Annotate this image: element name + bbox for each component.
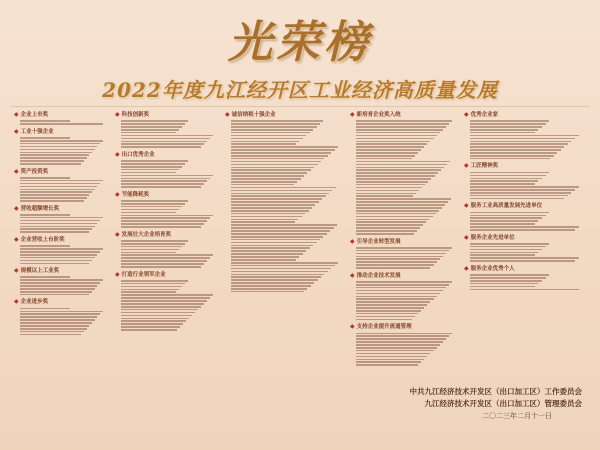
- award-category-label: 新培育企业奖入统: [356, 112, 401, 118]
- award-category-label: 营收超额增长奖: [20, 205, 60, 212]
- award-category: [14, 205, 110, 213]
- winner-entry: [115, 328, 220, 331]
- bullet-icon: ◆: [115, 150, 120, 158]
- winner-entry: [14, 332, 110, 335]
- winner-entry: [14, 230, 110, 233]
- bullet-icon: ◆: [14, 167, 19, 175]
- winner-entry: [464, 228, 588, 231]
- award-category: [464, 202, 588, 210]
- award-category: [464, 111, 588, 119]
- winner-entry: [14, 162, 110, 165]
- winner-entry: [350, 363, 458, 366]
- bullet-icon: ◆: [14, 127, 19, 135]
- bullet-icon: ◆: [464, 264, 469, 272]
- award-category: [350, 111, 458, 119]
- bullet-icon: ◆: [350, 237, 355, 245]
- bullet-icon: ◆: [115, 230, 120, 238]
- award-category: [14, 298, 110, 306]
- winner-entry: [14, 261, 110, 264]
- award-category: [115, 151, 220, 159]
- award-category-label: 引导企业转型发展: [356, 238, 401, 245]
- award-category-label: 推动企业技术发展: [356, 272, 401, 279]
- award-category-label: 优秀企业家: [470, 112, 499, 118]
- winner-entry: [115, 225, 220, 228]
- award-category-label: 服务企业优秀个人: [470, 265, 515, 272]
- award-category-label: 节能降耗奖: [121, 191, 150, 198]
- award-category-label: 出口优秀企业: [121, 151, 155, 158]
- award-column-5: [464, 108, 588, 290]
- issuer-party-committee: 中共九江经济技术开发区（出口加工区）工作委员会: [409, 387, 582, 396]
- award-column-3: [225, 108, 345, 292]
- winner-entry: [115, 185, 220, 188]
- award-category-label: 服务企业先进单位: [470, 234, 515, 241]
- award-category: [115, 191, 220, 199]
- winner-entry: [14, 293, 110, 296]
- award-category: [225, 111, 345, 119]
- bullet-icon: ◆: [14, 204, 19, 212]
- award-category: [464, 234, 588, 242]
- bullet-icon: ◆: [14, 298, 19, 306]
- award-category: [115, 111, 220, 119]
- winner-entry: [350, 232, 458, 235]
- bullet-icon: ◆: [115, 111, 120, 118]
- award-category: [14, 168, 110, 176]
- winner-entry: [464, 259, 588, 262]
- bullet-icon: ◆: [464, 162, 469, 170]
- winner-entry: [115, 145, 220, 148]
- bullet-icon: ◆: [464, 233, 469, 241]
- bullet-icon: ◆: [115, 270, 120, 278]
- winner-entry: [225, 290, 345, 293]
- bullet-icon: ◆: [115, 190, 120, 198]
- issue-date: 二〇二三年二月十一日: [482, 412, 552, 420]
- award-category-label: 企业营收上台阶奖: [20, 236, 65, 243]
- award-category-label: 工匠精神奖: [470, 163, 499, 170]
- award-category: [14, 111, 110, 119]
- issuer-block: [410, 386, 583, 422]
- award-category: [115, 231, 220, 239]
- poster-subtitle: 2022年度九江经开区工业经济高质量发展: [102, 78, 498, 102]
- winner-entry: [14, 199, 110, 202]
- award-category: [350, 272, 458, 280]
- award-category-label: 打造行业领军企业: [121, 271, 166, 278]
- winner-entry: [14, 122, 110, 125]
- award-category-label: 规模以上工业奖: [20, 268, 60, 275]
- award-category-label: 发展壮大企业培育奖: [121, 231, 172, 238]
- award-category: [464, 162, 588, 170]
- bullet-icon: ◆: [350, 323, 355, 331]
- award-category-label: 科技创新奖: [121, 112, 150, 118]
- winner-entry: [464, 157, 588, 160]
- award-category-label: 诚信纳税十强企业: [231, 112, 276, 118]
- award-category: [14, 128, 110, 136]
- bullet-icon: ◆: [14, 235, 19, 243]
- winner-entry: [464, 287, 588, 290]
- bullet-icon: ◆: [350, 271, 355, 279]
- award-category-label: 企业上市奖: [20, 112, 49, 118]
- issuer-management-committee: 九江经济技术开发区（出口加工区）管理委员会: [424, 399, 582, 408]
- winner-entry: [350, 317, 458, 320]
- bullet-icon: ◆: [464, 111, 469, 118]
- bullet-icon: ◆: [350, 111, 355, 118]
- poster-title: 光荣榜: [228, 17, 372, 68]
- award-category: [14, 236, 110, 244]
- award-column-4: [350, 108, 458, 366]
- award-category-label: 工业十强企业: [20, 128, 54, 135]
- award-category-label: 服务工业高质量发展先进单位: [470, 203, 543, 210]
- award-category: [464, 265, 588, 273]
- award-column-2: [115, 108, 220, 331]
- winner-entry: [350, 266, 458, 269]
- award-category: [350, 238, 458, 246]
- award-category-label: 资产投资奖: [20, 168, 49, 175]
- winner-entry: [464, 196, 588, 199]
- award-category: [115, 271, 220, 279]
- award-column-1: [14, 108, 110, 335]
- winner-entry: [115, 265, 220, 268]
- bullet-icon: ◆: [464, 202, 469, 210]
- bullet-icon: ◆: [225, 111, 230, 118]
- bullet-icon: ◆: [14, 267, 19, 275]
- award-category: [350, 323, 458, 331]
- award-category-label: 企业进步奖: [20, 299, 49, 306]
- award-category-label: 支持企业提升流通管理: [356, 324, 412, 331]
- bullet-icon: ◆: [14, 111, 19, 118]
- award-category: [14, 267, 110, 275]
